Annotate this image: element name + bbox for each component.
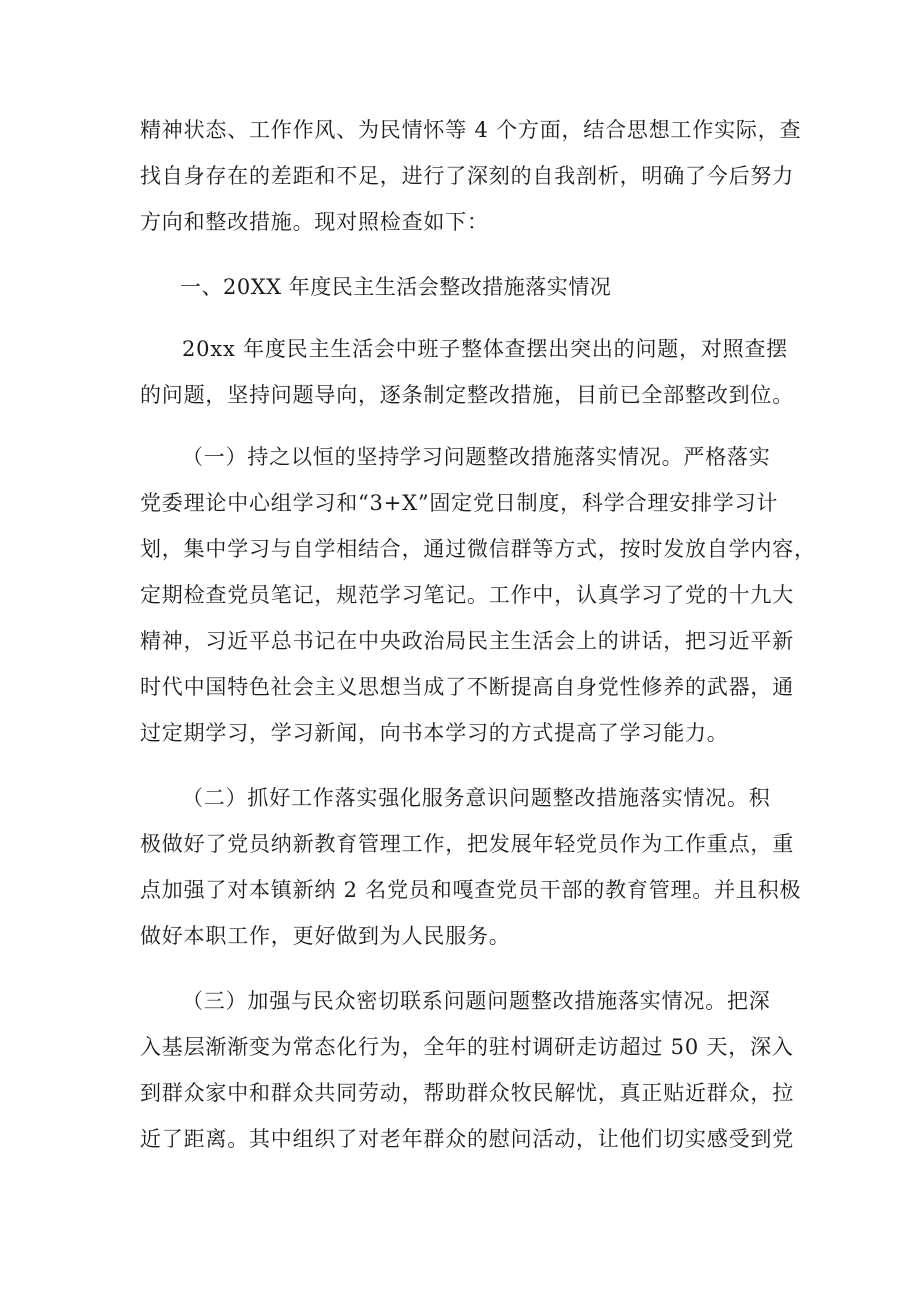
item-one-line-3: 划，集中学习与自学相结合，通过微信群等方式，按时发放自学内容， [140,537,816,561]
item-one-line-1: （一）持之以恒的坚持学习问题整改措施落实情况。严格落实 [182,445,771,469]
item-two-line-1: （二）抓好工作落实强化服务意识问题整改措施落实情况。积 [182,786,771,810]
item-three-line-2: 入基层渐渐变为常态化行为，全年的驻村调研走访超过 50 天，深入 [140,1035,794,1059]
item-one-line-5: 精神，习近平总书记在中央政治局民主生活会上的讲话，把习近平新 [140,629,794,653]
item-two-line-3: 点加强了对本镇新纳 2 名党员和嘎查党员干部的教育管理。并且积极 [140,878,802,902]
item-three-line-1: （三）加强与民众密切联系问题问题整改措施落实情况。把深 [182,989,771,1013]
item-one-line-6: 时代中国特色社会主义思想当成了不断提高自身党性修养的武器，通 [140,675,794,699]
intro-line-1: 精神状态、工作作风、为民情怀等 4 个方面，结合思想工作实际，查 [140,118,802,142]
summary-line-1: 20xx 年度民主生活会中班子整体查摆出突出的问题，对照查摆 [182,337,789,361]
item-three-line-3: 到群众家中和群众共同劳动，帮助群众牧民解忧，真正贴近群众，拉 [140,1081,794,1105]
summary-line-2: 的问题，坚持问题导向，逐条制定整改措施，目前已全部整改到位。 [140,383,794,407]
item-two-line-2: 极做好了党员纳新教育管理工作，把发展年轻党员作为工作重点，重 [140,832,794,856]
item-three-line-4: 近了距离。其中组织了对老年群众的慰问活动，让他们切实感受到党 [140,1127,794,1151]
intro-line-3: 方向和整改措施。现对照检查如下： [140,210,489,234]
item-two-line-4: 做好本职工作，更好做到为人民服务。 [140,924,511,948]
intro-line-2: 找自身存在的差距和不足，进行了深刻的自我剖析，明确了今后努力 [140,164,794,188]
item-one-line-7: 过定期学习，学习新闻，向书本学习的方式提高了学习能力。 [140,721,729,745]
item-one-line-4: 定期检查党员笔记，规范学习笔记。工作中，认真学习了党的十九大 [140,583,794,607]
section-heading: 一、20XX 年度民主生活会整改措施落实情况 [180,275,612,299]
item-one-line-2: 党委理论中心组学习和“3+X”固定党日制度，科学合理安排学习计 [140,491,779,515]
